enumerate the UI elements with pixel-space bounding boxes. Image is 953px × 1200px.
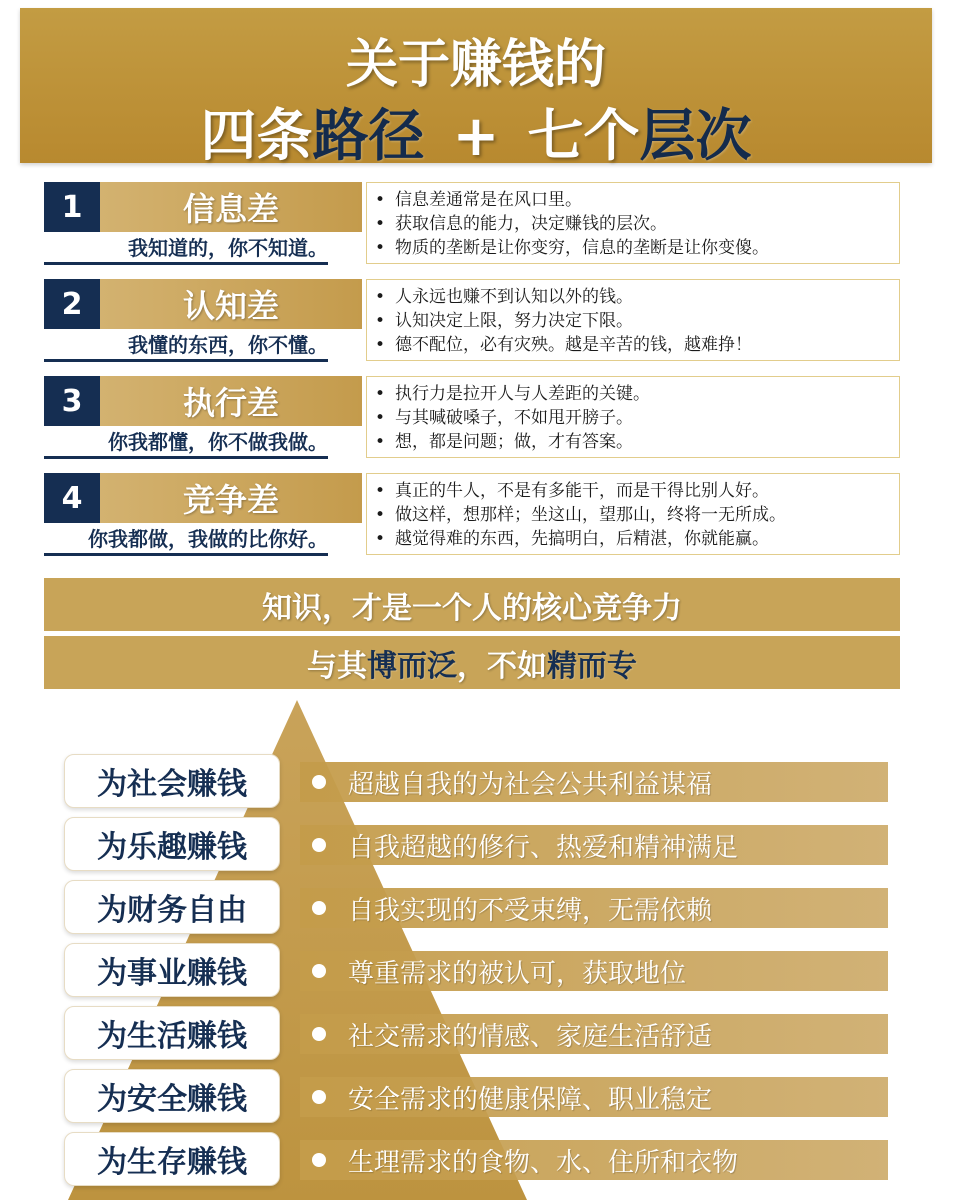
path-name: 执行差 <box>100 376 362 426</box>
level-label: 为财务自由 <box>64 880 280 934</box>
point-item: • 物质的垄断是让你变穷，信息的垄断是让你变傻。 <box>375 236 891 260</box>
point-item: • 真正的牛人，不是有多能干，而是干得比别人好。 <box>375 479 891 503</box>
title-part-b: 路径 <box>312 104 425 169</box>
level-bar <box>300 888 888 928</box>
title-line-1: 关于赚钱的 <box>345 35 606 95</box>
level-bar <box>300 951 888 991</box>
point-item: • 做这样，想那样；坐这山，望那山，终将一无所成。 <box>375 503 891 527</box>
point-item: • 执行力是拉开人与人差距的关键。 <box>375 382 891 406</box>
banner-focus-p3: ，不如 <box>457 648 547 684</box>
banner-knowledge: 知识，才是一个人的核心竞争力 <box>44 578 900 631</box>
level-text: 超越自我的为社会公共利益谋福 <box>348 769 713 800</box>
level-label: 为生活赚钱 <box>64 1006 280 1060</box>
title-part-a: 四条 <box>200 104 313 169</box>
level-label: 为社会赚钱 <box>64 754 280 808</box>
bullet-dot-icon <box>312 901 326 915</box>
level-bar <box>300 1077 888 1117</box>
level-text: 安全需求的健康保障、职业稳定 <box>348 1084 713 1115</box>
level-text: 社交需求的情感、家庭生活舒适 <box>348 1021 713 1052</box>
bullet-dot-icon <box>312 1027 326 1041</box>
bullet-dot-icon <box>312 775 326 789</box>
point-item: • 获取信息的能力，决定赚钱的层次。 <box>375 212 891 236</box>
level-label: 为乐趣赚钱 <box>64 817 280 871</box>
level-label: 为事业赚钱 <box>64 943 280 997</box>
point-item: • 人永远也赚不到认知以外的钱。 <box>375 285 891 309</box>
level-text: 自我超越的修行、热爱和精神满足 <box>348 832 739 863</box>
bullet-dot-icon <box>312 1153 326 1167</box>
level-bar <box>300 1014 888 1054</box>
path-subtitle: 我懂的东西，你不懂。 <box>44 331 328 362</box>
path-number: 1 <box>44 182 100 232</box>
path-number: 2 <box>44 279 100 329</box>
bullet-dot-icon <box>312 1090 326 1104</box>
level-text: 生理需求的食物、水、住所和衣物 <box>348 1147 739 1178</box>
point-item: • 德不配位，必有灾殃。越是辛苦的钱，越难挣！ <box>375 333 891 357</box>
title-part-c: 七个 <box>527 104 640 169</box>
path-subtitle: 你我都懂，你不做我做。 <box>44 428 328 459</box>
point-item: • 想，都是问题；做，才有答案。 <box>375 430 891 454</box>
path-name: 信息差 <box>100 182 362 232</box>
point-item: • 认知决定上限，努力决定下限。 <box>375 309 891 333</box>
banner-focus-p4: 精而专 <box>547 648 637 684</box>
level-bar <box>300 825 888 865</box>
title-part-d: 层次 <box>639 104 752 169</box>
point-item: • 与其喊破嗓子，不如甩开膀子。 <box>375 406 891 430</box>
path-name: 竞争差 <box>100 473 362 523</box>
point-item: • 信息差通常是在风口里。 <box>375 188 891 212</box>
level-label: 为生存赚钱 <box>64 1132 280 1186</box>
path-number: 3 <box>44 376 100 426</box>
bullet-dot-icon <box>312 964 326 978</box>
level-bar <box>300 1140 888 1180</box>
level-text: 尊重需求的被认可，获取地位 <box>348 958 687 989</box>
path-subtitle: 你我都做，我做的比你好。 <box>44 525 328 556</box>
banner-focus-p2: 博而泛 <box>367 648 457 684</box>
path-number: 4 <box>44 473 100 523</box>
bullet-dot-icon <box>312 838 326 852</box>
title-plus: + <box>452 104 500 169</box>
path-name: 认知差 <box>100 279 362 329</box>
banner-focus-p1: 与其 <box>307 648 367 684</box>
point-item: • 越觉得难的东西，先搞明白，后精湛，你就能赢。 <box>375 527 891 551</box>
path-subtitle: 我知道的，你不知道。 <box>44 234 328 265</box>
level-bar <box>300 762 888 802</box>
level-text: 自我实现的不受束缚，无需依赖 <box>348 895 713 926</box>
level-label: 为安全赚钱 <box>64 1069 280 1123</box>
